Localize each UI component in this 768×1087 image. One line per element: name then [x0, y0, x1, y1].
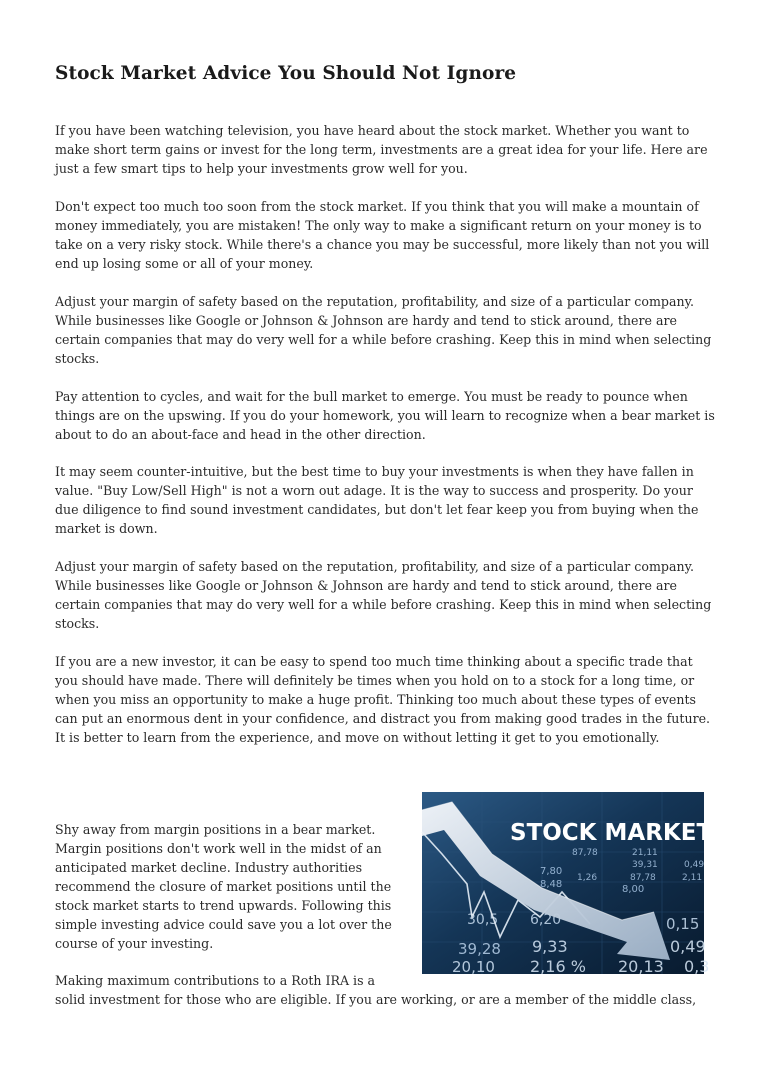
- image-number: 6,20: [530, 912, 562, 928]
- paragraph-cycles: Pay attention to cycles, and wait for the bull market to emerge. You must be ready to pounce when things are on the upswing. If you do your homework, you will learn to recognize when a bear market is about to do an about-face and head in the other direction.: [55, 389, 715, 442]
- paragraph-new-investor: If you are a new investor, it can be easy to spend too much time thinking about a specific trade that you should have made. There will definitely be times when you hold on to a stock for a long time, or when you miss an opportunity to make a huge profit. Thinking too much about these types of events can put an enormous dent in your confidence, and distract you from making good trades in the future. It is better to learn from the experience, and move on without letting it get to you emotionally.: [55, 654, 711, 745]
- paragraph-roth-ira: [55, 971, 715, 1009]
- paragraph-expectations: Don't expect too much too soon from the stock market. If you think that you will make a mountain of money immediately, you are mistaken! The only way to make a significant return on your money is to take on a very risky stock. While there's a chance you may be successful, more likely than not you will end up losing some or all of your money.: [55, 199, 710, 271]
- image-number: 0,3: [684, 957, 710, 976]
- image-number: 20,13: [618, 957, 664, 976]
- image-number: 9,33: [532, 937, 568, 956]
- image-number: 2,11: [682, 873, 703, 883]
- image-number: 20,10: [452, 958, 495, 976]
- paragraph-roth-ira-line1: Making maximum contributions to a Roth IRA is a: [55, 973, 376, 988]
- image-number: 0,49: [670, 937, 706, 956]
- paragraph-intro: If you have been watching television, you have heard about the stock market. Whether you want to make short term gains or invest for the long term, investments are a great idea for your life. Here are just a few smart tips to help your investments grow well for you.: [55, 123, 708, 176]
- image-number: 0,15: [666, 915, 700, 933]
- image-number: 39,28: [458, 940, 501, 958]
- image-number: 21,11: [632, 848, 658, 858]
- paragraph-margin-positions: Shy away from margin positions in a bear market. Margin positions don't work well in the midst of an anticipated market decline. Industry authorities recommend the closure of market positions until the stock market starts to trend upwards. Following this simple investing advice could save you a lot over the course of your investing.: [55, 822, 392, 951]
- stock-market-image: [422, 792, 713, 976]
- image-number: 39,31: [632, 860, 658, 870]
- image-number: 8,48: [540, 879, 563, 890]
- image-number: 30,5: [467, 912, 499, 928]
- paragraph-margin-safety-repeat: Adjust your margin of safety based on the reputation, profitability, and size of a particular company. While businesses like Google or Johnson & Johnson are hardy and tend to stick around, there are certain companies that may do very well for a while before crashing. Keep this in mind when selecting stocks.: [55, 559, 712, 631]
- image-number: 7,80: [540, 866, 563, 877]
- image-number: 87,78: [630, 873, 656, 883]
- image-number: 2,16 %: [530, 957, 586, 976]
- image-number: 8,00: [622, 884, 645, 895]
- paragraph-roth-ira-line2: solid investment for those who are eligible. If you are working, or are a member of the middle class,: [55, 992, 697, 1007]
- image-number: 0,49: [684, 860, 705, 870]
- paragraph-margin-safety: Adjust your margin of safety based on the reputation, profitability, and size of a particular company. While businesses like Google or Johnson & Johnson are hardy and tend to stick around, there are certain companies that may do very well for a while before crashing. Keep this in mind when selecting stocks.: [55, 294, 712, 366]
- document-title: Stock Market Advice You Should Not Ignore: [55, 63, 517, 84]
- image-number: 1,26: [577, 873, 598, 883]
- image-heading: STOCK MARKET: [510, 820, 713, 846]
- paragraph-buy-low: It may seem counter-intuitive, but the best time to buy your investments is when they have fallen in value. "Buy Low/Sell High" is not a worn out adage. It is the way to success and prosperity. Do your due diligence to find sound investment candidates, but don't let fear keep you from buying when the market is down.: [55, 464, 699, 536]
- image-number: 87,78: [572, 848, 598, 858]
